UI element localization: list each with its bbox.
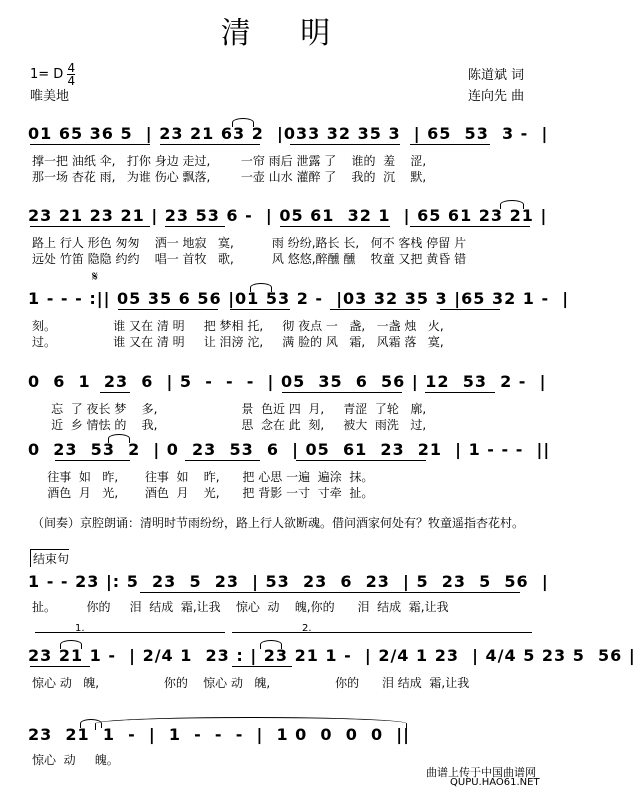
ending-system-1 [0,572,571,612]
volta-2-label: 2. [302,623,312,634]
segno-icon: 𝄋 [92,269,99,285]
ending-lyrics: 惊心 动 魄。 [32,753,119,767]
time-top: 4 [67,61,76,75]
score-system-2 [0,206,571,266]
volta-bracket-1 [35,623,225,634]
lyrics-verse-1: 刻。 谁 又在 清 明 把 梦相 托, 彻 夜点 一 盏, 一盏 烛 火, [32,319,444,333]
notation-line: 23 21 23 21 | 23 53 6 - | 05 61 32 1 | 65 61 23 21 | [28,206,548,225]
composer: 连向先 曲 [468,89,525,104]
beam-line [280,226,390,227]
beam-line [100,392,130,393]
lyrics-verse-2: 那一场 杏花 雨, 为谁 伤心 飘落, 一壶 山水 灌醉 了 我的 沉 默, [32,170,427,184]
style-label: 唯美地 [30,89,70,104]
beam-line [425,392,495,393]
beam-line [282,392,402,393]
lyrics-verse-2: 远处 竹笛 隐隐 约约 唱一 首牧 歌, 风 悠悠,醉醺 醺 牧童 又把 黄昏 错 [32,252,467,266]
beam-line [55,460,130,461]
beam-line [165,226,225,227]
tie-mark [80,719,102,728]
beam-line [30,666,90,667]
notation-line: 1 - - 23 |: 5 23 5 23 | 53 23 6 23 | 5 23 5 56 | [28,572,549,591]
beam-line [296,460,426,461]
beam-line [30,144,150,145]
ending-system-2 [0,646,636,690]
tie-mark [60,640,82,649]
ending-lyrics: 扯。 你的 泪 结成 霜,让我 惊心 动 魄,你的 泪 结成 霜,让我 [32,600,449,614]
lyrics-verse-1: 撑一把 油纸 伞, 打你 身边 走过, 一帘 雨后 泄露 了 谁的 羞 涩, [32,154,427,168]
beam-line [160,144,260,145]
notation-line: 0 6 1 23 6 | 5 - - - | 05 35 6 56 | 12 53 2 - | [28,372,547,391]
lyrics-verse-1: 路上 行人 形色 匆匆 洒一 地寂 寞, 雨 纷纷,路长 长, 何不 客栈 停留 片 [32,236,467,250]
lyrics-verse-2: 近 乡 情怯 的 我, 思 念在 此 刻, 被大 雨洗 过, [32,418,427,432]
score-system-5 [0,440,571,500]
key-label: 1= D [30,67,64,82]
tie-mark [260,640,282,649]
lyricist: 陈道斌 词 [468,68,525,83]
ending-label: 结束句 [30,549,69,567]
beam-line [230,309,290,310]
notation-line: 01 65 36 5 | 23 21 63 2 |033 32 35 3 | 65 53 3 - | [28,124,549,143]
tie-mark [250,283,272,292]
footer-site-url: QUPU.HAO61.NET [450,777,540,788]
beam-line [440,309,500,310]
time-signature [67,62,75,87]
notation-line: 23 21 1 - | 1 - - - | 1 0 0 0 0 || [28,725,410,744]
lyrics-verse-1: 忘 了 夜长 梦 多, 景 色近 四 月, 青涩 了轮 廓, [32,402,427,416]
lyrics-verse-2: 过。 谁 又在 清 明 让 泪滂 沱, 满 脸的 风 霜, 风霜 落 寞, [32,335,444,349]
beam-line [232,666,292,667]
beam-line [185,460,260,461]
notation-line: 1 - - - :|| 05 35 6 56 |01 53 2 - |03 32 35 3 |65 32 1 - | [28,289,570,308]
lyrics-verse-1: 往事 如 昨, 往事 如 昨, 把 心思 一遍 遍涂 抹。 [32,470,374,484]
tie-mark [500,200,524,209]
beam-line [410,226,530,227]
beam-line [410,144,490,145]
score-system-4 [0,372,571,432]
tie-mark [95,717,407,730]
tie-mark [232,118,254,127]
score-system-3 [0,269,571,349]
time-bottom: 4 [67,74,76,88]
footer-site-name: 曲谱上传于中国曲谱网 [426,766,536,779]
song-title: 清 明 [220,16,351,51]
volta-bracket-2 [232,623,532,634]
beam-line [118,309,218,310]
ending-system-3 [0,725,571,765]
lyrics-verse-2: 酒色 月 光, 酒色 月 光, 把 背影 一寸 寸牵 扯。 [32,486,374,500]
beam-line [140,592,520,593]
beam-line [30,226,150,227]
score-system-1 [0,124,571,184]
volta-1-label: 1. [75,623,85,634]
notation-line: 23 21 1 - | 2/4 1 23 : | 23 21 1 - | 2/4 1 23 | 4/4 5 23 5 56 | [28,646,636,665]
tie-mark [108,434,130,443]
ending-lyrics: 惊心 动 魄, 你的 惊心 动 魄, 你的 泪 结成 霜,让我 [32,676,470,690]
interlude-note: （间奏）京腔朗诵：清明时节雨纷纷，路上行人欲断魂。借问酒家何处有？牧童遥指杏花村。 [32,516,525,530]
notation-line: 0 23 53 2 | 0 23 53 6 | 05 61 23 21 | 1 - - - || [28,440,551,459]
beam-line [330,309,420,310]
key-signature [30,62,75,87]
beam-line [290,144,400,145]
